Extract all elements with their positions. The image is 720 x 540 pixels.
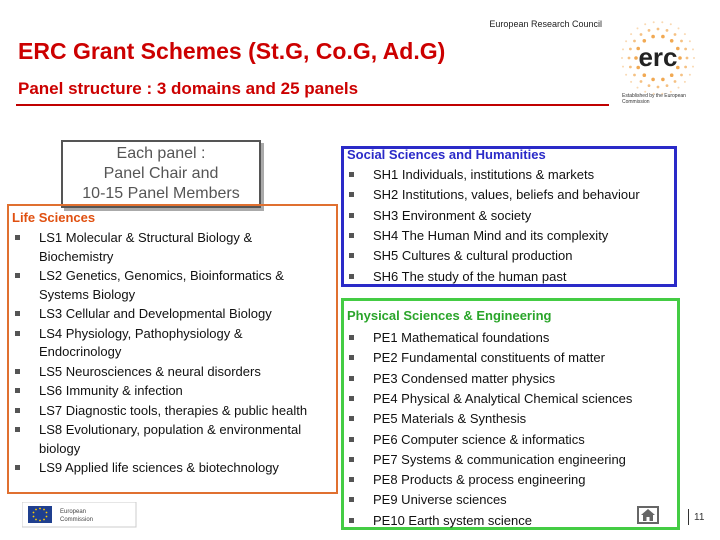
ls-bullet xyxy=(15,311,20,316)
erc-logo-text: erc xyxy=(638,42,678,72)
life-sciences-heading: Life Sciences xyxy=(12,210,96,225)
pe-item: PE9 Universe sciences xyxy=(373,492,507,508)
sh-bullet xyxy=(349,192,354,197)
ls-item: LS5 Neurosciences & neural disorders xyxy=(39,363,261,379)
sh-bullet xyxy=(349,253,354,258)
pe-item: PE4 Physical & Analytical Chemical sciences xyxy=(373,390,633,406)
ls-bullet xyxy=(15,369,20,374)
pe-item: PE10 Earth system science xyxy=(373,512,532,528)
ls-bullet xyxy=(15,388,20,393)
ls-item: LS3 Cellular and Developmental Biology xyxy=(39,306,272,321)
ls-item: LS8 Evolutionary, population & environmental xyxy=(39,422,302,437)
ls-bullet xyxy=(15,465,20,470)
pe-bullet xyxy=(349,376,354,381)
sh-bullet xyxy=(349,172,354,177)
sh-item: SH2 Institutions, values, beliefs and behaviour xyxy=(373,187,640,203)
sh-bullet xyxy=(349,233,354,238)
ls-bullet xyxy=(15,331,20,336)
ls-item: LS2 Genetics, Genomics, Bioinformatics & xyxy=(39,268,284,283)
ls-bullet xyxy=(15,273,20,278)
sh-item: SH6 The study of the human past xyxy=(373,268,567,284)
ls-bullet xyxy=(15,408,20,413)
social-sciences-heading: Social Sciences and Humanities xyxy=(347,147,546,162)
ls-item: LS1 Molecular & Structural Biology & xyxy=(39,230,253,245)
page-separator xyxy=(688,509,689,525)
pe-item: PE6 Computer science & informatics xyxy=(373,431,585,447)
pe-bullet xyxy=(349,457,354,462)
pe-item: PE7 Systems & communication engineering xyxy=(373,451,626,467)
sh-bullet xyxy=(349,213,354,218)
european-commission-logo xyxy=(22,502,137,528)
page-title: ERC Grant Schemes (St.G, Co.G, Ad.G) xyxy=(18,38,446,64)
home-icon[interactable] xyxy=(637,506,659,524)
ls-item: Endocrinology xyxy=(39,344,122,359)
ls-item: LS4 Physiology, Pathophysiology & xyxy=(39,325,243,341)
ls-item: Biochemistry xyxy=(39,248,114,264)
ls-item: LS7 Diagnostic tools, therapies & public health xyxy=(39,402,308,418)
sh-item: SH4 The Human Mind and its complexity xyxy=(373,227,609,243)
chair-line-3: 10-15 Panel Members xyxy=(82,185,240,202)
ls-item: LS9 Applied life sciences & biotechnology xyxy=(39,460,279,475)
pe-bullet xyxy=(349,335,354,340)
chair-line-2: Panel Chair and xyxy=(103,165,219,182)
pe-bullet xyxy=(349,497,354,502)
page-subtitle: Panel structure : 3 domains and 25 panels xyxy=(18,79,359,98)
ls-item: Systems Biology xyxy=(39,286,136,302)
title-divider xyxy=(16,104,609,106)
pe-bullet xyxy=(349,437,354,442)
sh-item: SH3 Environment & society xyxy=(373,207,532,223)
pe-item: PE3 Condensed matter physics xyxy=(373,370,556,386)
erc-logo-subtitle: Established by the European Commission xyxy=(622,93,686,105)
page-number: 11 xyxy=(694,512,705,523)
panel-chair-box xyxy=(61,140,261,208)
pe-bullet xyxy=(349,396,354,401)
pe-item: PE5 Materials & Synthesis xyxy=(373,411,527,427)
pe-bullet xyxy=(349,416,354,421)
sh-item: SH5 Cultures & cultural production xyxy=(373,248,573,264)
sh-bullet xyxy=(349,274,354,279)
pe-bullet xyxy=(349,355,354,360)
ls-bullet xyxy=(15,427,20,432)
pe-item: PE1 Mathematical foundations xyxy=(373,330,550,345)
pe-bullet xyxy=(349,518,354,523)
council-label: European Research Council xyxy=(489,19,602,29)
pe-item: PE2 Fundamental constituents of matter xyxy=(373,350,605,366)
pe-bullet xyxy=(349,477,354,482)
ls-item: biology xyxy=(39,440,81,456)
sh-item: SH1 Individuals, institutions & markets xyxy=(373,167,595,182)
ec-text-1: European xyxy=(60,509,87,515)
chair-line-1: Each panel : xyxy=(116,145,206,162)
pe-item: PE8 Products & process engineering xyxy=(373,472,586,488)
ls-bullet xyxy=(15,235,20,240)
physical-sciences-heading: Physical Sciences & Engineering xyxy=(347,308,552,323)
ls-item: LS6 Immunity & infection xyxy=(39,383,183,398)
ec-text-2: Commission xyxy=(60,517,94,523)
